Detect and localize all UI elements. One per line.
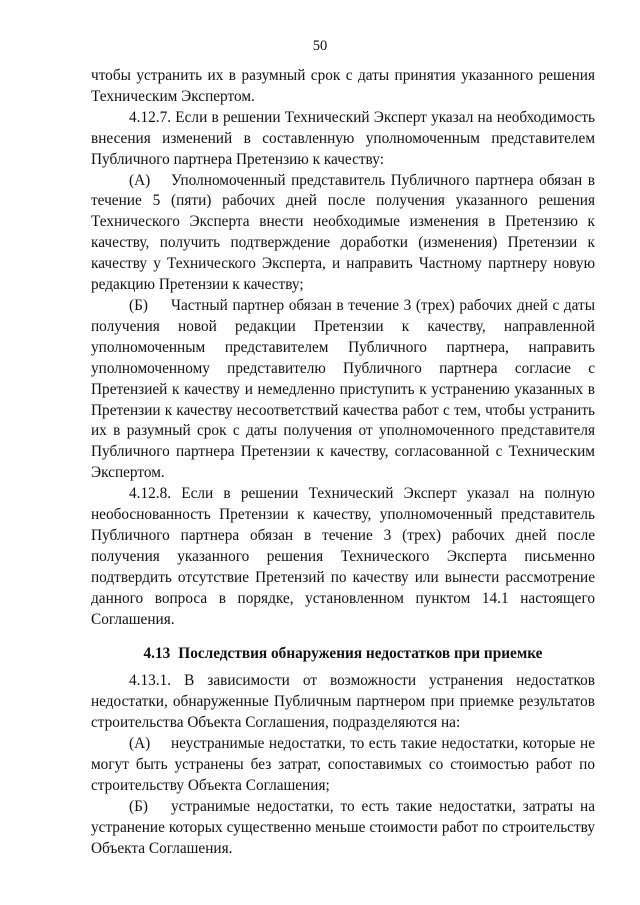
- list-marker-b: (Б): [129, 296, 148, 314]
- list-item-b-text: Частный партнер обязан в течение 3 (трех) рабочих дней с даты получения новой редакции Претензии к качеству, направленной уполномоченным представителем Публичного партнера, направить уполномоченному представителю Публичного партнера согласие с Претензией к качеству и немедленно приступить к устранению указанных в Претензии к качеству несоответствий качества работ с тем, чтобы устранить их в разумный срок с даты получения от уполномоченного представителя Публичного партнера Претензии к качеству, согласованной с Техническим Экспертом.: [91, 296, 595, 482]
- list-item-b-2-text: устранимые недостатки, то есть такие недостатки, затраты на устранение которых существенно меньше стоимости работ по строительству Объекта Соглашения.: [91, 797, 595, 857]
- list-item-a-2: [91, 734, 595, 797]
- list-marker-b-2: (Б): [129, 797, 148, 815]
- list-item-b-2: [91, 797, 595, 860]
- paragraph-4-13-1: 4.13.1. В зависимости от возможности устранения недостатков недостатки, обнаруженные Публичным партнером при приемке результатов строительства Объекта Соглашения, подразделяются на:: [91, 672, 595, 732]
- list-marker-a: (А): [129, 171, 151, 189]
- list-item-a-2-text: неустранимые недостатки, то есть такие недостатки, которые не могут быть устранены без затрат, сопоставимых со стоимостью работ по строительству Объекта Соглашения;: [91, 735, 595, 794]
- list-item-b: [91, 296, 595, 484]
- paragraph-4-12-7: 4.12.7. Если в решении Технический Эксперт указал на необходимость внесения изменений в составленную уполномоченным представителем Публичного партнера Претензию к качеству:: [91, 108, 595, 168]
- list-marker-a-2: (А): [129, 735, 151, 753]
- document-body: [91, 66, 595, 860]
- paragraph-4-12-8: 4.12.8. Если в решении Технический Эксперт указал на полную необоснованность Претензии к качеству, уполномоченный представитель Публичного партнера обязан в течение 3 (трех) рабочих дней после получения указанного решения Технического Эксперта письменно подтвердить отсутствие Претензий по качеству или вынести рассмотрение данного вопроса в порядке, установленном пунктом 14.1 настоящего Соглашения.: [91, 485, 595, 628]
- section-heading-title: Последствия обнаружения недостатков при приемке: [178, 645, 543, 663]
- section-heading-number: 4.13: [143, 645, 171, 663]
- section-heading-4-13: [91, 644, 595, 665]
- page-number: 50: [312, 38, 328, 54]
- list-item-a: [91, 171, 595, 296]
- paragraph-continuation: чтобы устранить их в разумный срок с даты принятия указанного решения Техническим Экспертом.: [91, 67, 595, 105]
- list-item-a-text: Уполномоченный представитель Публичного партнера обязан в течение 5 (пяти) рабочих дней после получения указанного решения Технического Эксперта внести необходимые изменения в Претензию к качеству, получить подтверждение доработки (изменения) Претензии к качеству у Технического Эксперта, и направить Частному партнеру новую редакцию Претензии к качеству;: [91, 171, 595, 294]
